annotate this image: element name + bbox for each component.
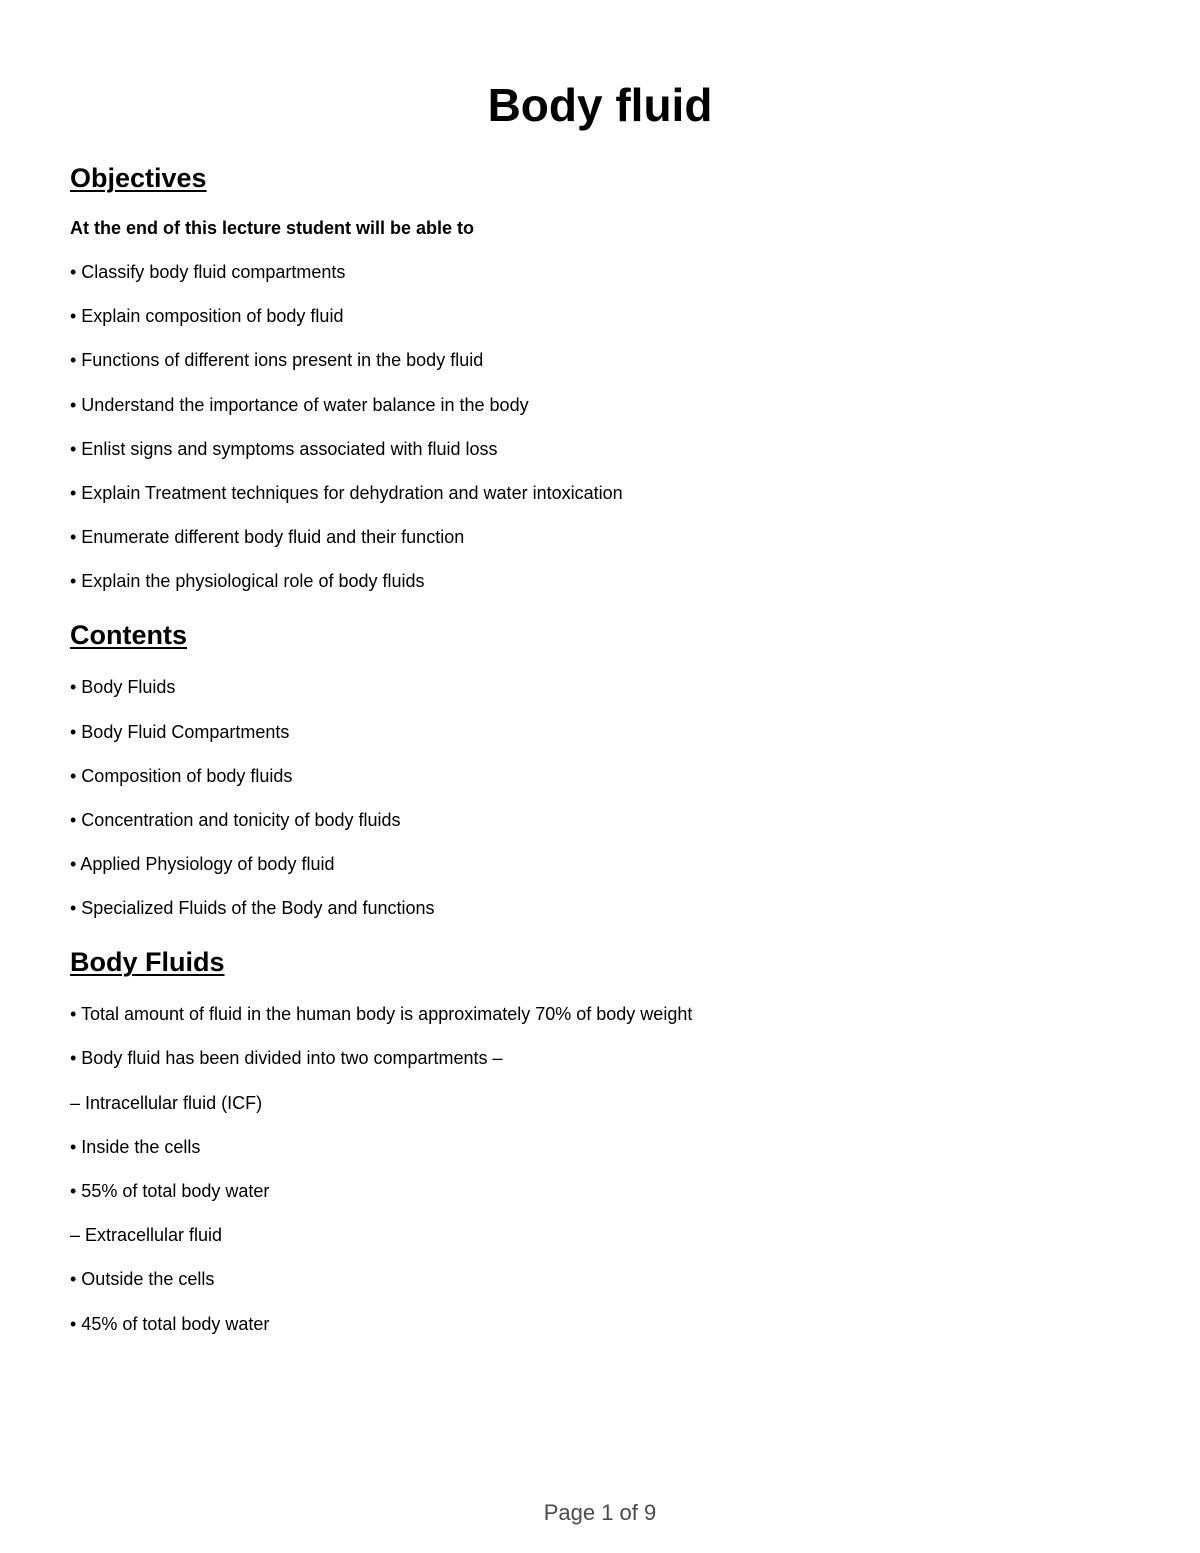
page-number: Page 1 of 9 (543, 1500, 657, 1525)
list-item: • Inside the cells (70, 1136, 201, 1157)
list-item: • Classify body fluid compartments (70, 262, 346, 282)
list-item: • Enlist signs and symptoms associated with fluid loss (70, 438, 498, 459)
objectives-intro: At the end of this lecture student will be able to (70, 218, 475, 238)
document-title: Body fluid (487, 79, 713, 131)
list-item: • Specialized Fluids of the Body and functions (70, 898, 435, 919)
objectives-list (70, 260, 1130, 593)
list-item: • Applied Physiology of body fluid (70, 854, 335, 875)
list-item: • Body Fluids (70, 677, 176, 698)
section-heading-contents: Contents (70, 620, 187, 651)
section-objectives (70, 158, 1130, 593)
list-item: – Intracellular fluid (ICF) (70, 1092, 263, 1113)
body-fluids-list (70, 1002, 1130, 1335)
list-item: • Functions of different ions present in the body fluid (70, 350, 484, 371)
list-item: • Explain Treatment techniques for dehydration and water intoxication (70, 482, 623, 503)
list-item: • Outside the cells (70, 1269, 215, 1290)
document-body (70, 158, 1130, 1336)
list-item: • Explain the physiological role of body fluids (70, 571, 425, 592)
list-item: • Body Fluid Compartments (70, 721, 290, 742)
list-item: • 45% of total body water (70, 1313, 270, 1334)
list-item: • Concentration and tonicity of body fluids (70, 809, 401, 830)
list-item: • Explain composition of body fluid (70, 306, 344, 327)
list-item: • Total amount of fluid in the human body is approximately 70% of body weight (70, 1004, 693, 1025)
section-contents (70, 615, 1130, 920)
list-item: – Extracellular fluid (70, 1225, 223, 1246)
list-item: • Body fluid has been divided into two compartments – (70, 1048, 503, 1069)
section-body-fluids (70, 942, 1130, 1335)
list-item: • 55% of total body water (70, 1181, 270, 1201)
list-item: • Understand the importance of water balance in the body (70, 394, 529, 415)
section-heading-body-fluids: Body Fluids (70, 947, 225, 978)
list-item: • Enumerate different body fluid and their function (70, 527, 465, 548)
section-heading-objectives: Objectives (70, 163, 207, 193)
list-item: • Composition of body fluids (70, 765, 293, 786)
contents-list (70, 675, 1130, 920)
